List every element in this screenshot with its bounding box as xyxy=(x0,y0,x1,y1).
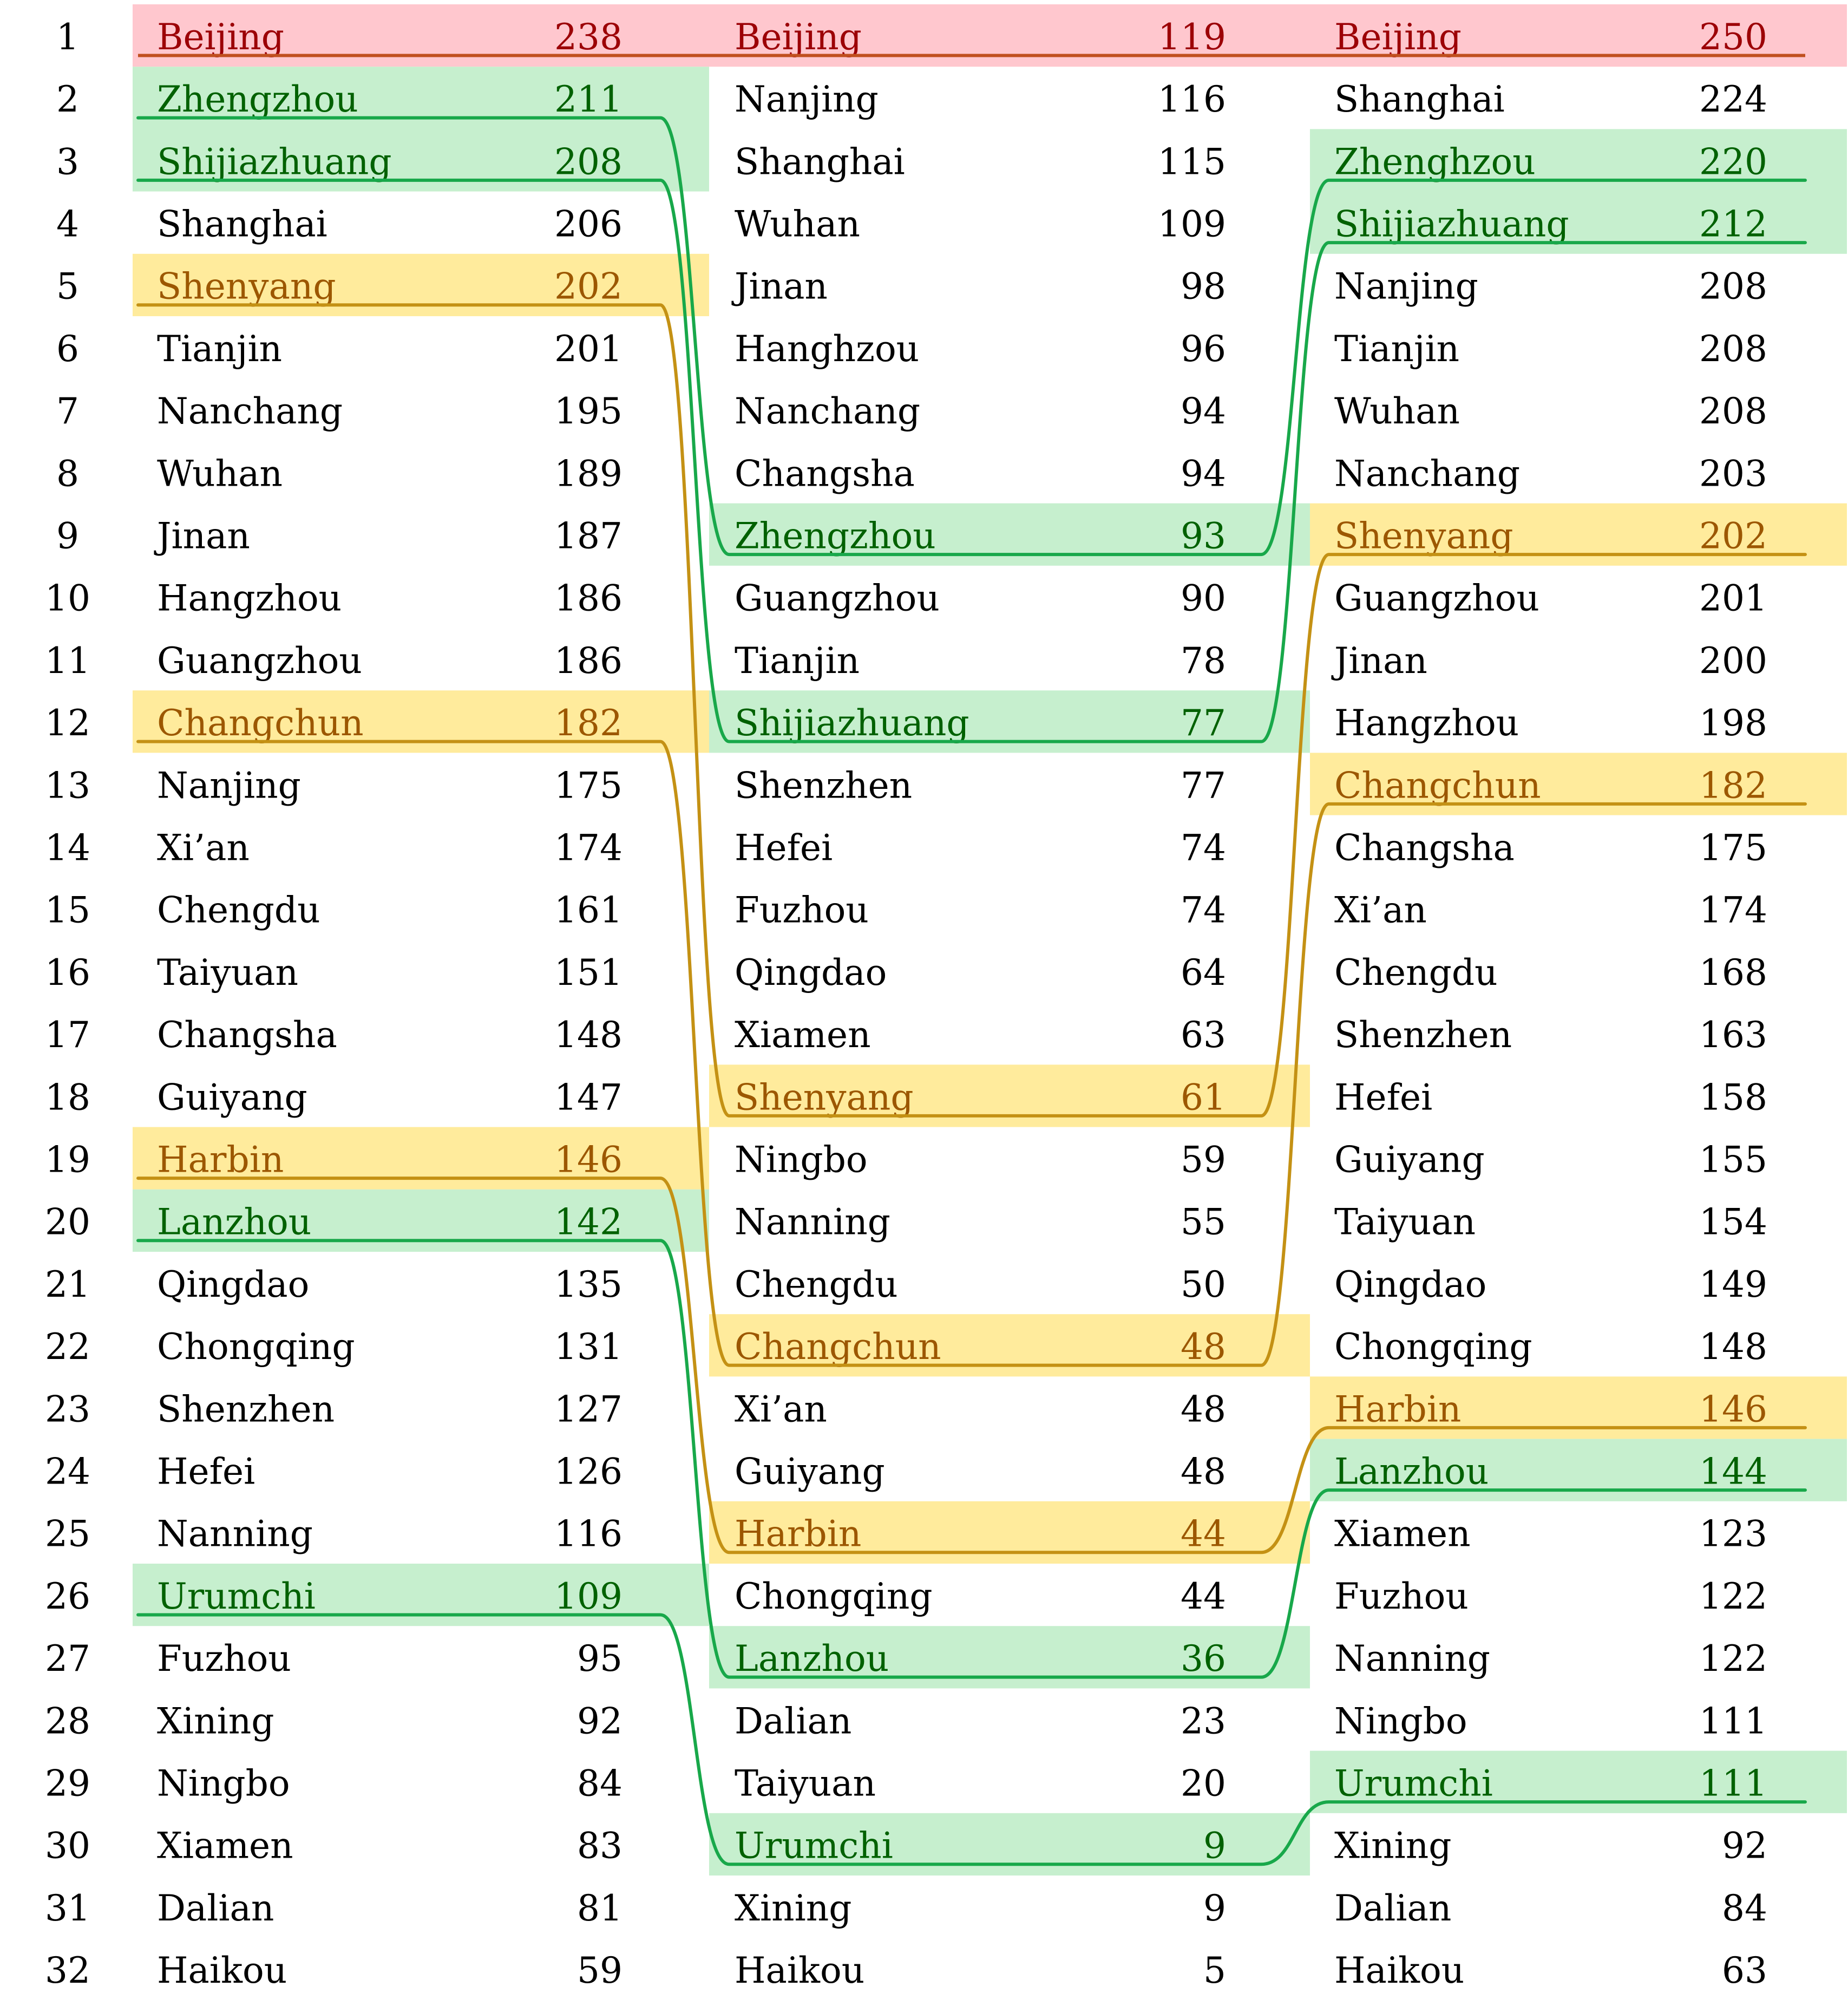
city-name-tianjin: Tianjin xyxy=(1334,328,1460,370)
city-value-guiyang: 147 xyxy=(554,1076,622,1119)
city-name-chongqing: Chongqing xyxy=(157,1326,355,1368)
city-value-shenzhen: 163 xyxy=(1699,1014,1767,1056)
city-value-taiyuan: 151 xyxy=(554,951,622,994)
city-value-chengdu: 161 xyxy=(554,889,622,931)
city-value-xi-an: 174 xyxy=(1699,889,1767,931)
city-value-fuzhou: 95 xyxy=(577,1638,622,1680)
rank-number: 31 xyxy=(45,1887,90,1929)
city-value-haikou: 63 xyxy=(1722,1950,1767,1992)
city-name-changchun: Changchun xyxy=(157,702,364,744)
city-value-guangzhou: 90 xyxy=(1181,577,1226,619)
city-value-tianjin: 208 xyxy=(1699,328,1767,370)
city-name-harbin: Harbin xyxy=(157,1139,284,1181)
city-name-xiamen: Xiamen xyxy=(157,1825,293,1867)
city-name-lanzhou: Lanzhou xyxy=(1334,1450,1489,1493)
city-name-jinan: Jinan xyxy=(1334,639,1427,682)
city-value-shenzhen: 127 xyxy=(554,1388,622,1430)
city-name-hefei: Hefei xyxy=(735,827,833,869)
city-name-chengdu: Chengdu xyxy=(157,889,320,931)
city-value-qingdao: 135 xyxy=(554,1263,622,1305)
city-name-haikou: Haikou xyxy=(735,1950,865,1992)
city-name-guiyang: Guiyang xyxy=(1334,1139,1485,1181)
city-value-hangzhou: 186 xyxy=(554,577,622,619)
city-name-nanjing: Nanjing xyxy=(157,764,301,807)
rank-number: 19 xyxy=(45,1139,90,1181)
rank-number: 28 xyxy=(45,1700,90,1742)
city-name-nanning: Nanning xyxy=(157,1513,313,1555)
city-value-shijiazhuang: 208 xyxy=(554,141,622,183)
city-value-tianjin: 201 xyxy=(554,328,622,370)
city-value-ningbo: 84 xyxy=(577,1762,622,1805)
rank-number: 5 xyxy=(56,265,79,308)
city-value-shijiazhuang: 77 xyxy=(1181,702,1226,744)
city-name-hangzhou: Hangzhou xyxy=(157,577,342,619)
rank-number: 7 xyxy=(56,390,79,433)
city-name-beijing: Beijing xyxy=(1334,16,1462,58)
city-name-wuhan: Wuhan xyxy=(157,453,283,495)
rank-number: 17 xyxy=(45,1014,90,1056)
city-value-guangzhou: 186 xyxy=(554,639,622,682)
city-name-nanchang: Nanchang xyxy=(735,390,921,433)
city-value-hangzhou: 198 xyxy=(1699,702,1767,744)
rank-number: 20 xyxy=(45,1201,90,1243)
city-value-harbin: 146 xyxy=(1699,1388,1767,1430)
city-name-guangzhou: Guangzhou xyxy=(157,639,362,682)
city-value-fuzhou: 122 xyxy=(1699,1575,1767,1617)
rank-number: 8 xyxy=(56,453,79,495)
rank-number: 14 xyxy=(45,827,90,869)
city-name-shenzhen: Shenzhen xyxy=(1334,1014,1512,1056)
city-value-taiyuan: 20 xyxy=(1181,1762,1226,1805)
city-value-wuhan: 208 xyxy=(1699,390,1767,433)
rank-number: 6 xyxy=(56,328,79,370)
city-value-xiamen: 123 xyxy=(1699,1513,1767,1555)
rank-number: 32 xyxy=(45,1950,90,1992)
city-value-lanzhou: 142 xyxy=(554,1201,622,1243)
city-name-jinan: Jinan xyxy=(157,515,250,557)
city-name-taiyuan: Taiyuan xyxy=(157,951,299,994)
city-name-qingdao: Qingdao xyxy=(157,1263,310,1305)
city-name-guangzhou: Guangzhou xyxy=(735,577,940,619)
city-name-xining: Xining xyxy=(157,1700,274,1742)
city-name-nanjing: Nanjing xyxy=(1334,265,1478,308)
city-value-urumchi: 111 xyxy=(1699,1762,1767,1805)
city-name-xiamen: Xiamen xyxy=(735,1014,871,1056)
city-name-ningbo: Ningbo xyxy=(157,1762,290,1805)
city-name-lanzhou: Lanzhou xyxy=(735,1638,889,1680)
city-value-zhenghzou: 220 xyxy=(1699,141,1767,183)
city-name-qingdao: Qingdao xyxy=(1334,1263,1487,1305)
city-value-changsha: 148 xyxy=(554,1014,622,1056)
city-name-nanchang: Nanchang xyxy=(1334,453,1521,495)
city-name-xi-an: Xi’an xyxy=(735,1388,827,1430)
city-name-harbin: Harbin xyxy=(735,1513,862,1555)
rank-number: 23 xyxy=(45,1388,90,1430)
city-name-taiyuan: Taiyuan xyxy=(1334,1201,1476,1243)
city-value-changchun: 48 xyxy=(1181,1326,1226,1368)
city-value-xining: 9 xyxy=(1203,1887,1226,1929)
city-name-shijiazhuang: Shijiazhuang xyxy=(1334,203,1569,245)
city-value-lanzhou: 144 xyxy=(1699,1450,1767,1493)
rank-number: 4 xyxy=(56,203,79,245)
city-name-chongqing: Chongqing xyxy=(1334,1326,1532,1368)
city-name-hanghzou: Hanghzou xyxy=(735,328,920,370)
city-value-nanning: 116 xyxy=(554,1513,622,1555)
city-value-hefei: 158 xyxy=(1699,1076,1767,1119)
city-value-zhengzhou: 93 xyxy=(1181,515,1226,557)
city-name-xi-an: Xi’an xyxy=(157,827,250,869)
city-value-urumchi: 9 xyxy=(1203,1825,1226,1867)
rank-number: 13 xyxy=(45,764,90,807)
city-value-nanning: 122 xyxy=(1699,1638,1767,1680)
city-value-shanghai: 224 xyxy=(1699,79,1767,121)
city-name-tianjin: Tianjin xyxy=(157,328,283,370)
city-name-chengdu: Chengdu xyxy=(1334,951,1498,994)
city-name-nanjing: Nanjing xyxy=(735,79,879,121)
rank-number: 12 xyxy=(45,702,90,744)
city-name-xi-an: Xi’an xyxy=(1334,889,1427,931)
city-value-beijing: 119 xyxy=(1158,16,1226,58)
city-name-changchun: Changchun xyxy=(735,1326,941,1368)
city-name-wuhan: Wuhan xyxy=(735,203,861,245)
city-value-xi-an: 48 xyxy=(1181,1388,1226,1430)
city-name-shanghai: Shanghai xyxy=(157,203,327,245)
city-value-nanchang: 203 xyxy=(1699,453,1767,495)
city-value-qingdao: 64 xyxy=(1181,951,1226,994)
city-name-harbin: Harbin xyxy=(1334,1388,1462,1430)
city-name-dalian: Dalian xyxy=(1334,1887,1452,1929)
city-name-changsha: Changsha xyxy=(1334,827,1515,869)
rank-number: 15 xyxy=(45,889,90,931)
city-name-hefei: Hefei xyxy=(157,1450,255,1493)
highlight-bands xyxy=(133,4,1847,1876)
city-value-ningbo: 111 xyxy=(1699,1700,1767,1742)
city-value-qingdao: 149 xyxy=(1699,1263,1767,1305)
city-name-shenyang: Shenyang xyxy=(735,1076,914,1119)
city-value-guiyang: 155 xyxy=(1699,1139,1767,1181)
city-name-ningbo: Ningbo xyxy=(735,1139,868,1181)
city-value-xining: 92 xyxy=(577,1700,622,1742)
city-value-haikou: 5 xyxy=(1203,1950,1226,1992)
city-value-changsha: 175 xyxy=(1699,827,1767,869)
city-name-shanghai: Shanghai xyxy=(1334,79,1505,121)
city-name-chengdu: Chengdu xyxy=(735,1263,898,1305)
city-name-taiyuan: Taiyuan xyxy=(735,1762,876,1805)
city-value-jinan: 200 xyxy=(1699,639,1767,682)
city-value-wuhan: 189 xyxy=(554,453,622,495)
city-value-changchun: 182 xyxy=(1699,764,1767,807)
rank-number: 22 xyxy=(45,1326,90,1368)
rank-number: 21 xyxy=(45,1263,90,1305)
city-name-shenzhen: Shenzhen xyxy=(735,764,913,807)
city-name-dalian: Dalian xyxy=(735,1700,852,1742)
city-value-hanghzou: 96 xyxy=(1181,328,1226,370)
city-name-changchun: Changchun xyxy=(1334,764,1541,807)
city-value-jinan: 187 xyxy=(554,515,622,557)
city-name-nanning: Nanning xyxy=(1334,1638,1490,1680)
city-value-chengdu: 50 xyxy=(1181,1263,1226,1305)
city-value-shenzhen: 77 xyxy=(1181,764,1226,807)
city-name-hangzhou: Hangzhou xyxy=(1334,702,1519,744)
rank-number: 25 xyxy=(45,1513,90,1555)
rank-number: 16 xyxy=(45,951,90,994)
city-value-shenyang: 61 xyxy=(1181,1076,1226,1119)
city-name-urumchi: Urumchi xyxy=(157,1575,316,1617)
city-value-chongqing: 44 xyxy=(1181,1575,1226,1617)
city-value-changchun: 182 xyxy=(554,702,622,744)
city-value-harbin: 146 xyxy=(554,1139,622,1181)
rank-number: 9 xyxy=(56,515,79,557)
city-name-chongqing: Chongqing xyxy=(735,1575,933,1617)
red-highlight-band xyxy=(133,4,1847,67)
city-value-zhengzhou: 211 xyxy=(554,79,622,121)
city-value-shijiazhuang: 212 xyxy=(1699,203,1767,245)
city-name-beijing: Beijing xyxy=(157,16,284,58)
rank-number: 26 xyxy=(45,1575,90,1617)
city-name-xining: Xining xyxy=(1334,1825,1452,1867)
city-value-hefei: 74 xyxy=(1181,827,1226,869)
city-value-shanghai: 115 xyxy=(1158,141,1226,183)
city-name-haikou: Haikou xyxy=(157,1950,287,1992)
rank-number: 18 xyxy=(45,1076,90,1119)
city-name-urumchi: Urumchi xyxy=(1334,1762,1493,1805)
city-value-chongqing: 131 xyxy=(554,1326,622,1368)
city-name-dalian: Dalian xyxy=(157,1887,274,1929)
city-value-shanghai: 206 xyxy=(554,203,622,245)
city-name-qingdao: Qingdao xyxy=(735,951,887,994)
city-name-fuzhou: Fuzhou xyxy=(1334,1575,1469,1617)
rank-number: 11 xyxy=(45,639,90,682)
city-value-nanjing: 208 xyxy=(1699,265,1767,308)
city-name-zhengzhou: Zhengzhou xyxy=(157,79,358,121)
city-value-nanchang: 195 xyxy=(554,390,622,433)
city-name-wuhan: Wuhan xyxy=(1334,390,1460,433)
city-value-guangzhou: 201 xyxy=(1699,577,1767,619)
city-name-shenzhen: Shenzhen xyxy=(157,1388,335,1430)
city-name-shenyang: Shenyang xyxy=(1334,515,1513,557)
city-name-guiyang: Guiyang xyxy=(157,1076,307,1119)
city-name-changsha: Changsha xyxy=(157,1014,337,1056)
city-name-jinan: Jinan xyxy=(735,265,828,308)
city-value-hefei: 126 xyxy=(554,1450,622,1493)
rank-number: 24 xyxy=(45,1450,90,1493)
city-name-nanchang: Nanchang xyxy=(157,390,343,433)
city-value-nanjing: 175 xyxy=(554,764,622,807)
city-value-dalian: 84 xyxy=(1722,1887,1767,1929)
city-value-wuhan: 109 xyxy=(1158,203,1226,245)
city-name-fuzhou: Fuzhou xyxy=(735,889,869,931)
connector-changchun xyxy=(138,742,1805,1365)
rank-column xyxy=(45,16,90,1991)
rank-number: 27 xyxy=(45,1638,90,1680)
city-name-xining: Xining xyxy=(735,1887,852,1929)
city-value-beijing: 250 xyxy=(1699,16,1767,58)
city-value-haikou: 59 xyxy=(577,1950,622,1992)
city-value-beijing: 238 xyxy=(554,16,622,58)
rank-number: 3 xyxy=(56,141,79,183)
city-name-shanghai: Shanghai xyxy=(735,141,905,183)
city-value-xining: 92 xyxy=(1722,1825,1767,1867)
city-name-hefei: Hefei xyxy=(1334,1076,1433,1119)
rank-number: 2 xyxy=(56,79,79,121)
city-name-guiyang: Guiyang xyxy=(735,1450,885,1493)
city-name-fuzhou: Fuzhou xyxy=(157,1638,291,1680)
city-value-tianjin: 78 xyxy=(1181,639,1226,682)
city-name-shenyang: Shenyang xyxy=(157,265,336,308)
city-value-nanjing: 116 xyxy=(1158,79,1226,121)
city-name-shijiazhuang: Shijiazhuang xyxy=(157,141,392,183)
rank-number: 1 xyxy=(56,16,79,58)
rank-number: 30 xyxy=(45,1825,90,1867)
city-value-dalian: 23 xyxy=(1181,1700,1226,1742)
city-value-dalian: 81 xyxy=(577,1887,622,1929)
city-name-ningbo: Ningbo xyxy=(1334,1700,1467,1742)
city-name-shijiazhuang: Shijiazhuang xyxy=(735,702,969,744)
city-name-nanning: Nanning xyxy=(735,1201,890,1243)
city-name-urumchi: Urumchi xyxy=(735,1825,893,1867)
city-value-urumchi: 109 xyxy=(554,1575,622,1617)
city-name-xiamen: Xiamen xyxy=(1334,1513,1471,1555)
city-value-nanning: 55 xyxy=(1181,1201,1226,1243)
city-name-changsha: Changsha xyxy=(735,453,915,495)
city-name-guangzhou: Guangzhou xyxy=(1334,577,1539,619)
city-value-chongqing: 148 xyxy=(1699,1326,1767,1368)
rank-number: 10 xyxy=(45,577,90,619)
rank-number: 29 xyxy=(45,1762,90,1805)
city-name-lanzhou: Lanzhou xyxy=(157,1201,312,1243)
city-value-ningbo: 59 xyxy=(1181,1139,1226,1181)
city-value-fuzhou: 74 xyxy=(1181,889,1226,931)
city-value-guiyang: 48 xyxy=(1181,1450,1226,1493)
city-value-xiamen: 83 xyxy=(577,1825,622,1867)
city-value-xi-an: 174 xyxy=(554,827,622,869)
city-value-shenyang: 202 xyxy=(1699,515,1767,557)
city-value-shenyang: 202 xyxy=(554,265,622,308)
city-name-tianjin: Tianjin xyxy=(735,639,860,682)
city-name-beijing: Beijing xyxy=(735,16,862,58)
city-name-zhenghzou: Zhenghzou xyxy=(1334,141,1536,183)
city-value-jinan: 98 xyxy=(1181,265,1226,308)
city-value-xiamen: 63 xyxy=(1181,1014,1226,1056)
city-value-nanchang: 94 xyxy=(1181,390,1226,433)
city-value-harbin: 44 xyxy=(1181,1513,1226,1555)
city-value-changsha: 94 xyxy=(1181,453,1226,495)
city-value-taiyuan: 154 xyxy=(1699,1201,1767,1243)
city-name-zhengzhou: Zhengzhou xyxy=(735,515,936,557)
city-name-haikou: Haikou xyxy=(1334,1950,1465,1992)
city-value-chengdu: 168 xyxy=(1699,951,1767,994)
city-value-lanzhou: 36 xyxy=(1181,1638,1226,1680)
